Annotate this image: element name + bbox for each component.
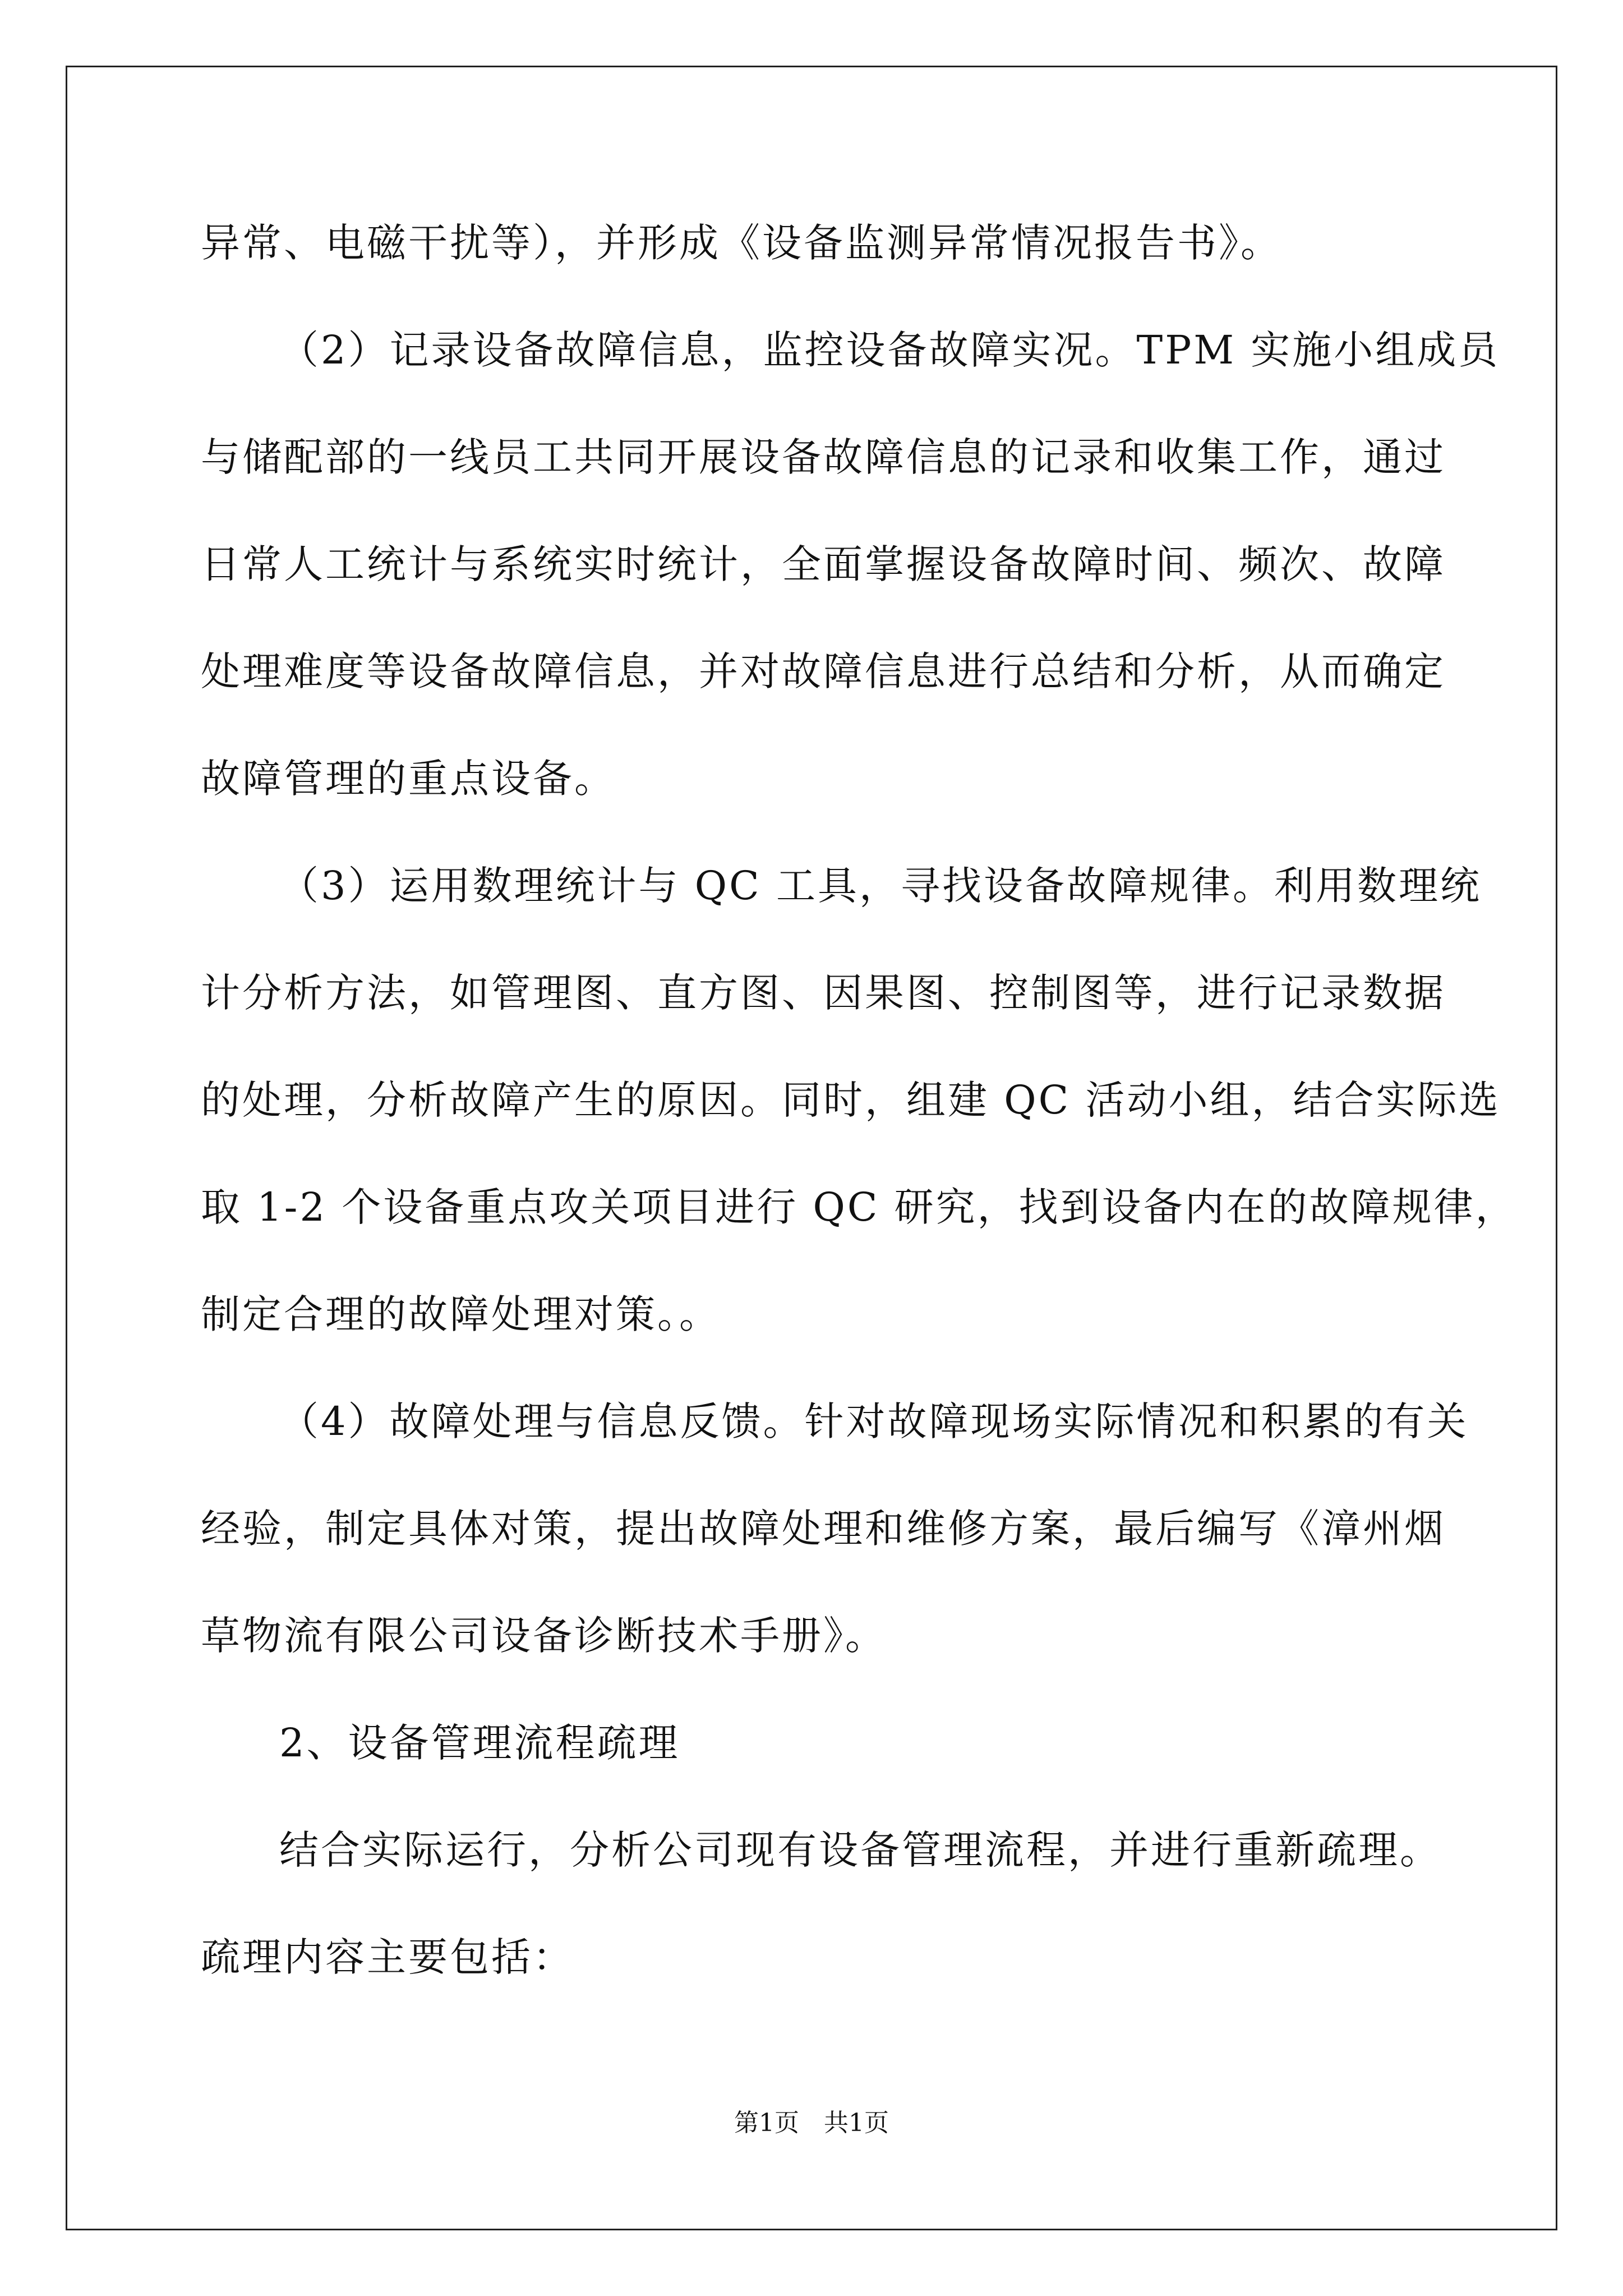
text-line: 与储配部的一线员工共同开展设备故障信息的记录和收集工作，通过 [201, 434, 1446, 480]
text-line: 故障管理的重点设备。 [201, 756, 616, 802]
text-line: 的处理，分析故障产生的原因。同时，组建 QC 活动小组，结合实际选 [201, 1077, 1501, 1123]
text-line: （4）故障处理与信息反馈。针对故障现场实际情况和积累的有关 [279, 1398, 1469, 1444]
text-line: 草物流有限公司设备诊断技术手册》。 [201, 1613, 887, 1659]
page-border [66, 66, 1557, 2230]
text-line: 日常人工统计与系统实时统计，全面掌握设备故障时间、频次、故障 [201, 541, 1446, 587]
text-line: 计分析方法，如管理图、直方图、因果图、控制图等，进行记录数据 [201, 970, 1446, 1016]
text-line: （3）运用数理统计与 QC 工具，寻找设备故障规律。利用数理统 [279, 863, 1482, 909]
text-line: 结合实际运行，分析公司现有设备管理流程，并进行重新疏理。 [279, 1827, 1441, 1873]
text-line: 制定合理的故障处理对策。。 [201, 1291, 721, 1337]
text-line: 处理难度等设备故障信息，并对故障信息进行总结和分析，从而确定 [201, 648, 1446, 694]
text-line: 取 1-2 个设备重点攻关项目进行 QC 研究，找到设备内在的故障规律， [201, 1184, 1517, 1230]
section-heading: 2、设备管理流程疏理 [279, 1720, 680, 1766]
text-line: 经验，制定具体对策，提出故障处理和维修方案，最后编写《漳州烟 [201, 1506, 1446, 1552]
text-line: 异常、电磁干扰等），并形成《设备监测异常情况报告书》。 [201, 220, 1282, 266]
page-footer: 第1页 共1页 [734, 2109, 889, 2137]
text-line: （2）记录设备故障信息，监控设备故障实况。TPM 实施小组成员 [279, 327, 1500, 373]
text-line: 疏理内容主要包括： [201, 1934, 574, 1980]
